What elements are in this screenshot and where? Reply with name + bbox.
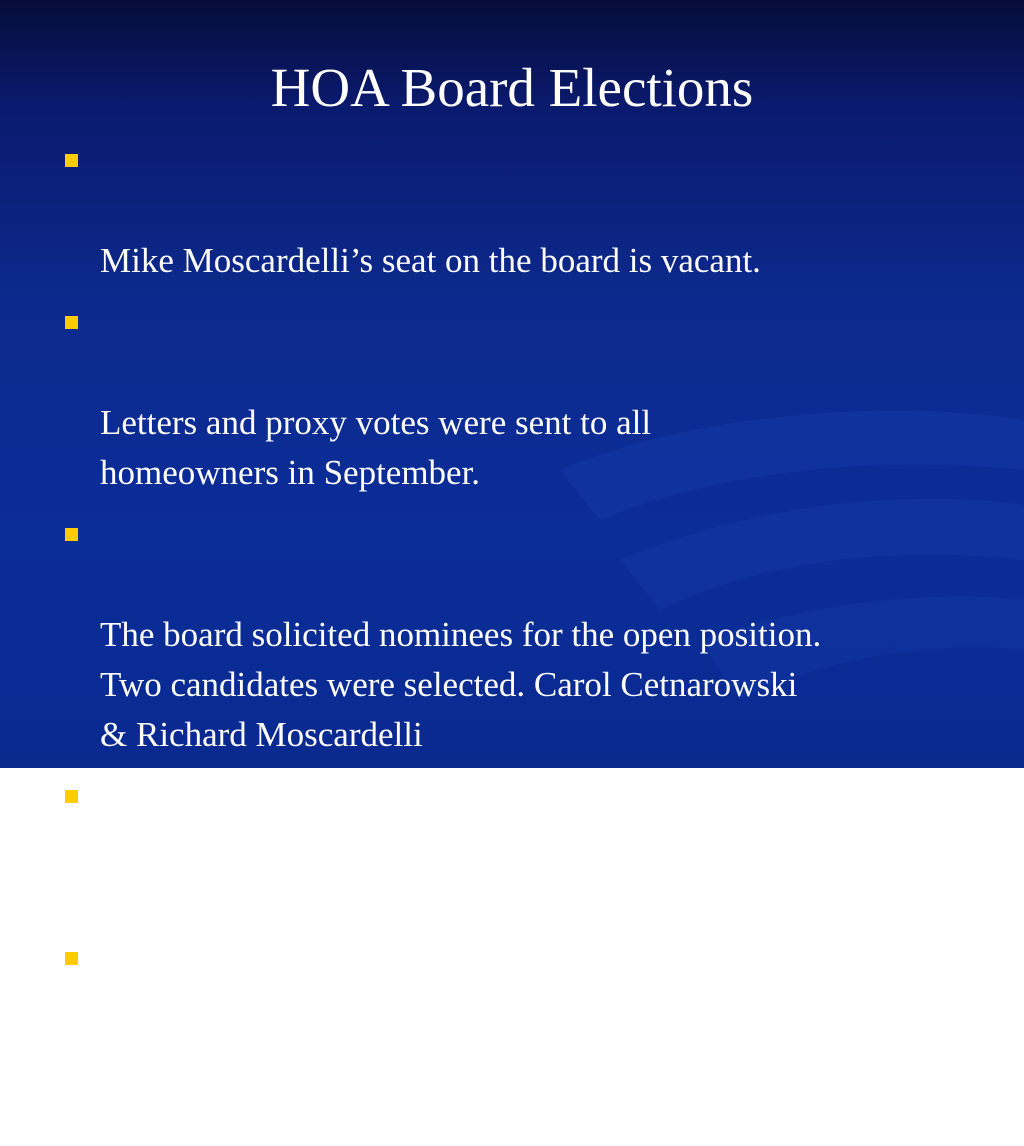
bullet-text: Letters and proxy votes were sent to all homeowners in September. <box>100 403 652 492</box>
bullet-item <box>62 772 982 922</box>
square-bullet-icon <box>65 790 78 803</box>
square-bullet-icon <box>65 528 78 541</box>
square-bullet-icon <box>65 952 78 965</box>
bullet-list <box>62 136 982 1146</box>
bullet-text: The board solicited nominees for the open position. Two candidates were selected. Carol Cetnarowski & Richard Moscardelli <box>100 615 822 754</box>
square-bullet-icon <box>65 154 78 167</box>
bullet-item <box>62 510 982 760</box>
bullet-text: Are there other floor nominations? <box>100 877 586 916</box>
bullet-item <box>62 934 982 1134</box>
bullet-text: Please cast your votes before leaving if you have not done so already. <box>100 1039 785 1128</box>
square-bullet-icon <box>65 316 78 329</box>
bullet-text: Mike Moscardelli’s seat on the board is vacant. <box>100 241 761 280</box>
bullet-item <box>62 298 982 498</box>
slide-title: HOA Board Elections <box>270 57 754 118</box>
bullet-item <box>62 136 982 286</box>
